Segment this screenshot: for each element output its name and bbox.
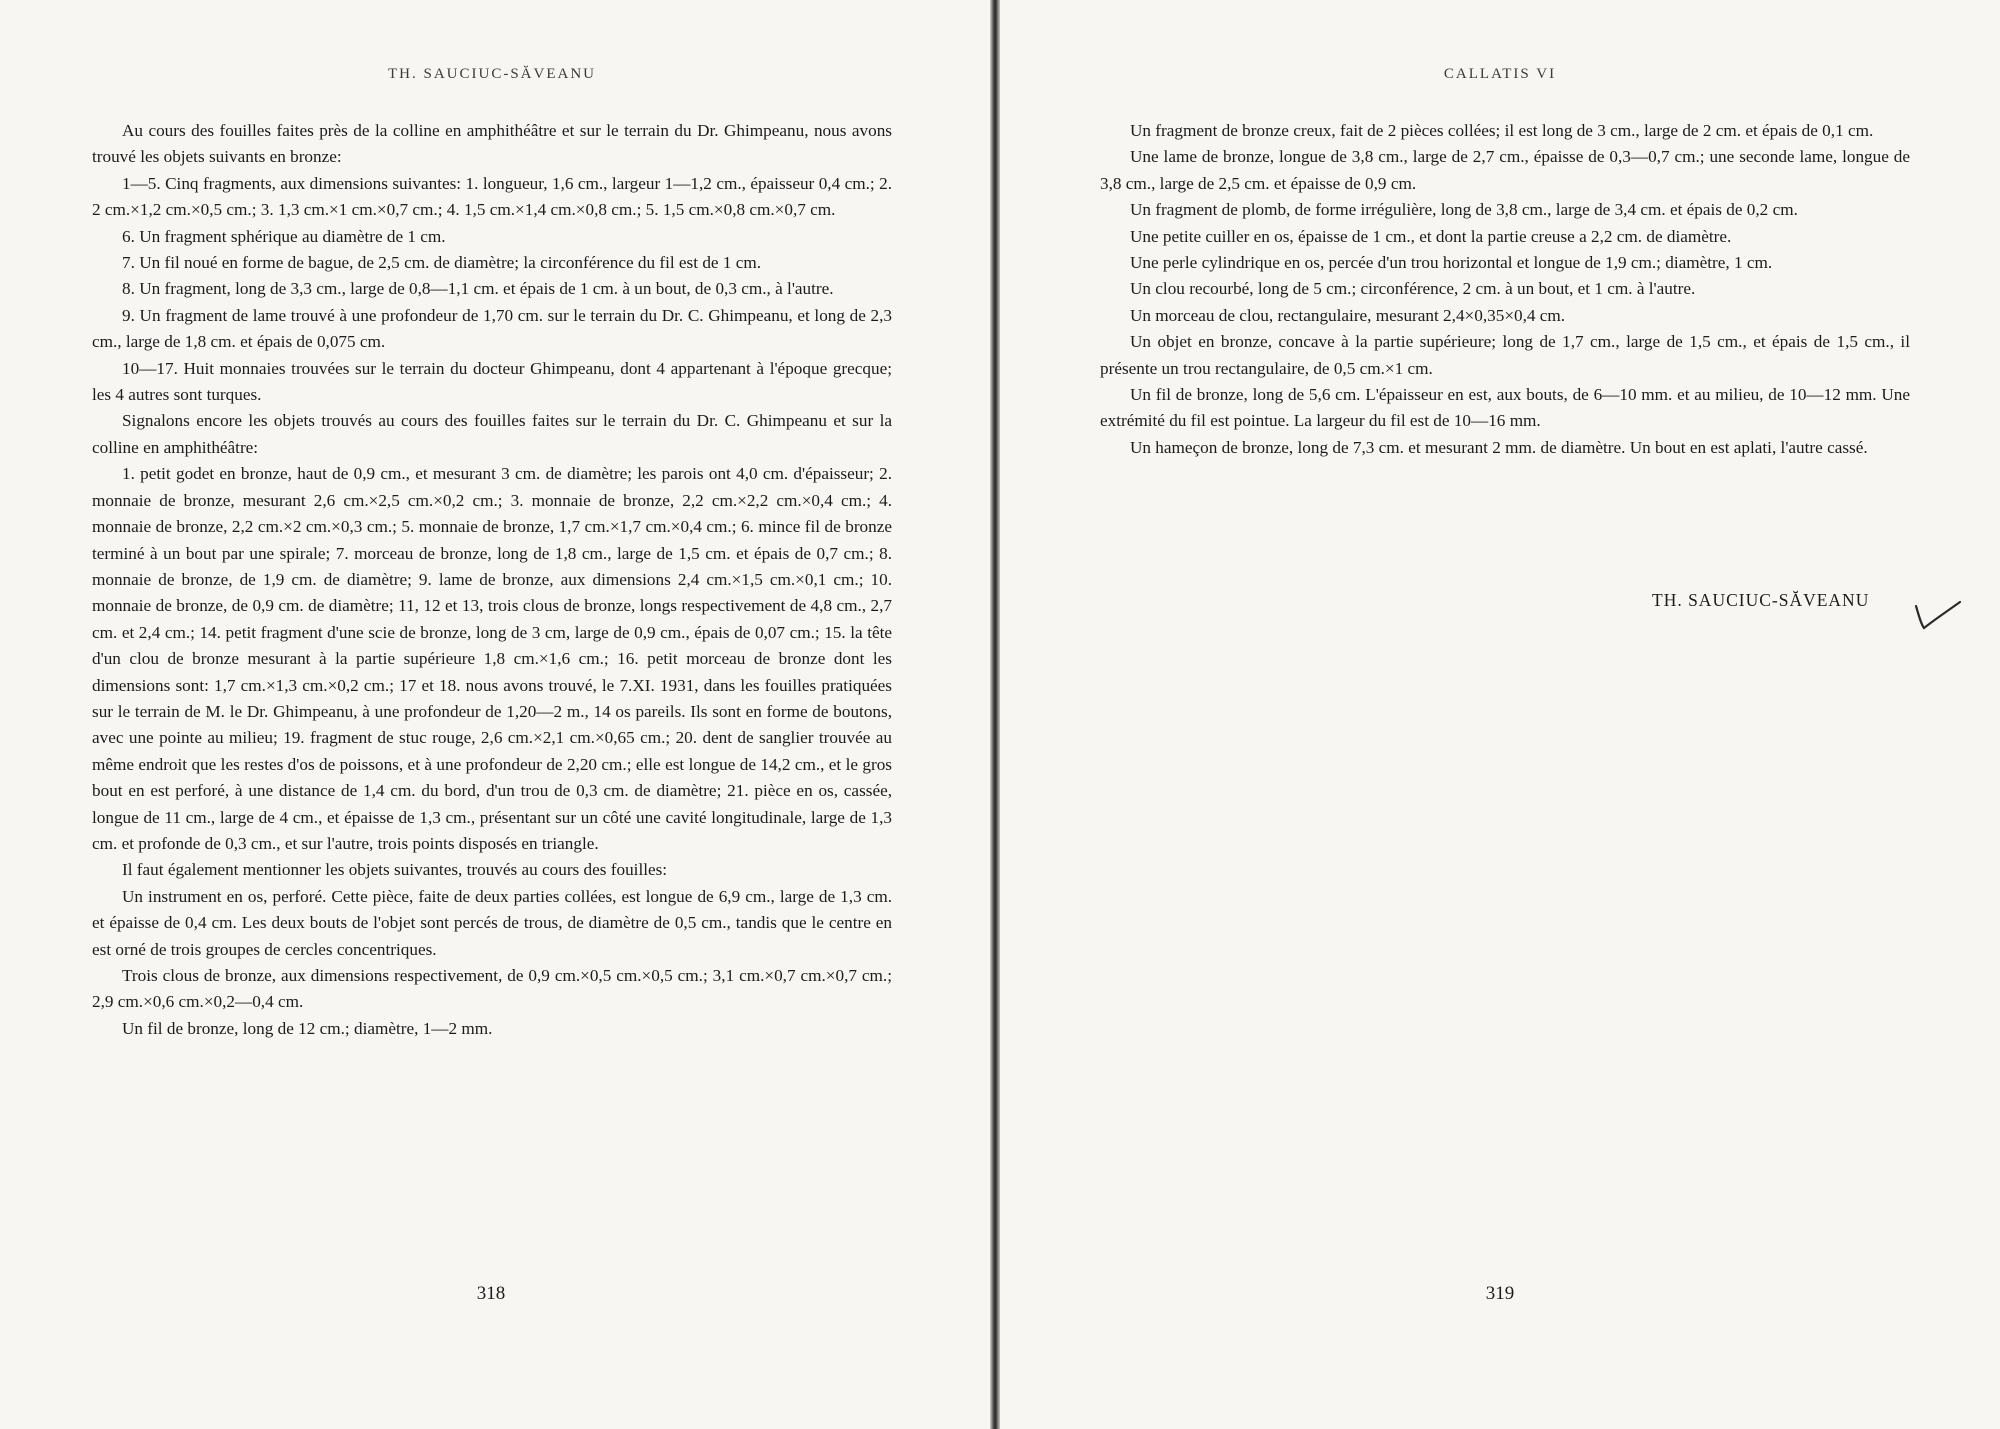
paragraph: Un fil de bronze, long de 5,6 cm. L'épaisseur en est, aux bouts, de 6—10 mm. et au milieu, de 10—12 mm. Une extrémité du fil est pointue. La largeur du fil est de 10—16 mm. (1100, 385, 1910, 431)
running-head: TH. SAUCIUC-SĂVEANU (387, 66, 596, 82)
left-body-text (92, 118, 892, 1042)
paragraph: Un fil de bronze, long de 12 cm.; diamètre, 1—2 mm. (122, 1018, 493, 1038)
paragraph: Au cours des fouilles faites près de la colline en amphithéâtre et sur le terrain du Dr. Ghimpeanu, nous avons trouvé les objets suivants en bronze: (92, 121, 892, 167)
paragraph: Un fragment de plomb, de forme irrégulière, long de 3,8 cm., large de 3,4 cm. et épais de 0,2 cm. (1130, 200, 1798, 220)
paragraph: Un objet en bronze, concave à la partie supérieure; long de 1,7 cm., large de 1,5 cm., et épais de 1,5 cm., il présente un trou rectangulaire, de 0,5 cm.×1 cm. (1100, 332, 1910, 378)
paragraph: 8. Un fragment, long de 3,3 cm., large de 0,8—1,1 cm. et épais de 1 cm. à un bout, de 0,3 cm., à l'autre. (122, 279, 834, 299)
paragraph: Une petite cuiller en os, épaisse de 1 cm., et dont la partie creuse a 2,2 cm. de diamètre. (1130, 226, 1732, 246)
page-number: 319 (1485, 1283, 1515, 1304)
book-gutter (990, 0, 1000, 1429)
running-head: CALLATIS VI (1443, 66, 1557, 82)
paragraph: Un clou recourbé, long de 5 cm.; circonférence, 2 cm. à un bout, et 1 cm. à l'autre. (1130, 279, 1696, 299)
paragraph: Un instrument en os, perforé. Cette pièce, faite de deux parties collées, est longue de 6,9 cm., large de 1,3 cm. et épaisse de 0,4 cm. Les deux bouts de l'objet sont percés de trous, de diamètre de 0,5 cm., tandis que le centre en est orné de trois groupes de cercles concentriques. (92, 886, 892, 959)
author-signature: TH. SAUCIUC-SĂVEANU (1652, 590, 1870, 610)
paragraph: Une perle cylindrique en os, percée d'un trou horizontal et longue de 1,9 cm.; diamètre, 1 cm. (1130, 253, 1773, 273)
handwritten-check-icon (1912, 596, 1964, 636)
paragraph: Une lame de bronze, longue de 3,8 cm., large de 2,7 cm., épaisse de 0,3—0,7 cm.; une seconde lame, longue de 3,8 cm., large de 2,5 cm. et épaisse de 0,9 cm. (1100, 147, 1910, 193)
paragraph: 10—17. Huit monnaies trouvées sur le terrain du docteur Ghimpeanu, dont 4 appartenant à l'époque grecque; les 4 autres sont turques. (92, 358, 892, 405)
paragraph: 6. Un fragment sphérique au diamètre de 1 cm. (122, 226, 446, 246)
paragraph: 7. Un fil noué en forme de bague, de 2,5 cm. de diamètre; la circonférence du fil est de 1 cm. (122, 253, 762, 273)
paragraph: 1—5. Cinq fragments, aux dimensions suivantes: 1. longueur, 1,6 cm., largeur 1—1,2 cm., épaisseur 0,4 cm.; 2. 2 cm.×1,2 cm.×0,5 cm.; 3. 1,3 cm.×1 cm.×0,7 cm.; 4. 1,5 cm.×1,4 cm.×0,8 cm.; 5. 1,5 cm.×0,8 cm.×0,7 cm. (92, 173, 892, 220)
paragraph: Un fragment de bronze creux, fait de 2 pièces collées; il est long de 3 cm., large de 2 cm. et épais de 0,1 cm. (1130, 121, 1874, 140)
left-page (0, 0, 990, 1429)
right-body-text (1100, 118, 1910, 461)
paragraph: Un morceau de clou, rectangulaire, mesurant 2,4×0,35×0,4 cm. (1130, 305, 1566, 325)
paragraph: 9. Un fragment de lame trouvé à une profondeur de 1,70 cm. sur le terrain du Dr. C. Ghimpeanu, et long de 2,3 cm., large de 1,8 cm. et épais de 0,075 cm. (92, 305, 892, 352)
paragraph: Trois clous de bronze, aux dimensions respectivement, de 0,9 cm.×0,5 cm.×0,5 cm.; 3,1 cm.×0,7 cm.×0,7 cm.; 2,9 cm.×0,6 cm.×0,2—0,4 cm. (92, 966, 892, 1012)
page-number: 318 (476, 1283, 506, 1304)
paragraph: Il faut également mentionner les objets suivantes, trouvés au cours des fouilles: (122, 860, 668, 880)
paragraph: Signalons encore les objets trouvés au cours des fouilles faites sur le terrain du Dr. C. Ghimpeanu et sur la colline en amphithéâtre: (92, 411, 892, 457)
right-page (1000, 0, 2000, 1429)
paragraph: 1. petit godet en bronze, haut de 0,9 cm., et mesurant 3 cm. de diamètre; les parois ont 4,0 cm. d'épaisseur; 2. monnaie de bronze, mesurant 2,6 cm.×2,5 cm.×0,2 cm.; 3. monnaie de bronze, 2,2 cm.×2,2 cm.×0,4 cm.; 4. monnaie de bronze, 2,2 cm.×2 cm.×0,3 cm.; 5. monnaie de bronze, 1,7 cm.×1,7 cm.×0,4 cm.; 6. mince fil de bronze terminé à un bout par une spirale; 7. morceau de bronze, long de 1,8 cm., large de 1,5 cm. et épais de 0,7 cm.; 8. monnaie de bronze, de 1,9 cm. de diamètre; 9. lame de bronze, aux dimensions 2,4 cm.×1,5 cm.×0,1 cm.; 10. monnaie de bronze, de 0,9 cm. de diamètre; 11, 12 et 13, trois clous de bronze, longs respectivement de 4,8 cm., 2,7 cm. et 2,4 cm.; 14. petit fragment d'une scie de bronze, long de 3 cm, large de 0,9 cm., épais de 0,07 cm.; 15. la tête d'un clou de bronze mesurant à la partie supérieure 1,8 cm.×1,6 cm.; 16. petit morceau de bronze dont les dimensions sont: 1,7 cm.×1,3 cm.×0,2 cm.; 17 et 18. nous avons trouvé, le 7.XI. 1931, dans les fouilles pratiquées sur le terrain de M. le Dr. Ghimpeanu, à une profondeur de 1,20—2 m., 14 os pareils. Ils sont en forme de boutons, avec une pointe au milieu; 19. fragment de stuc rouge, 2,6 cm.×2,1 cm.×0,65 cm.; 20. dent de sanglier trouvée au même endroit que les restes d'os de poissons, et à une profondeur de 2,20 cm.; elle est longue de 14,2 cm., et le gros bout en est perforé, à une distance de 1,4 cm. du bord, d'un trou de 0,3 cm. de diamètre; 21. pièce en os, cassée, longue de 11 cm., large de 4 cm., et épaisse de 1,3 cm., présentant sur un côté une cavité longitudinale, large de 1,3 cm. et profonde de 0,3 cm., et sur l'autre, trois points disposés en triangle. (92, 464, 892, 853)
paragraph: Un hameçon de bronze, long de 7,3 cm. et mesurant 2 mm. de diamètre. Un bout en est aplati, l'autre cassé. (1130, 437, 1868, 457)
